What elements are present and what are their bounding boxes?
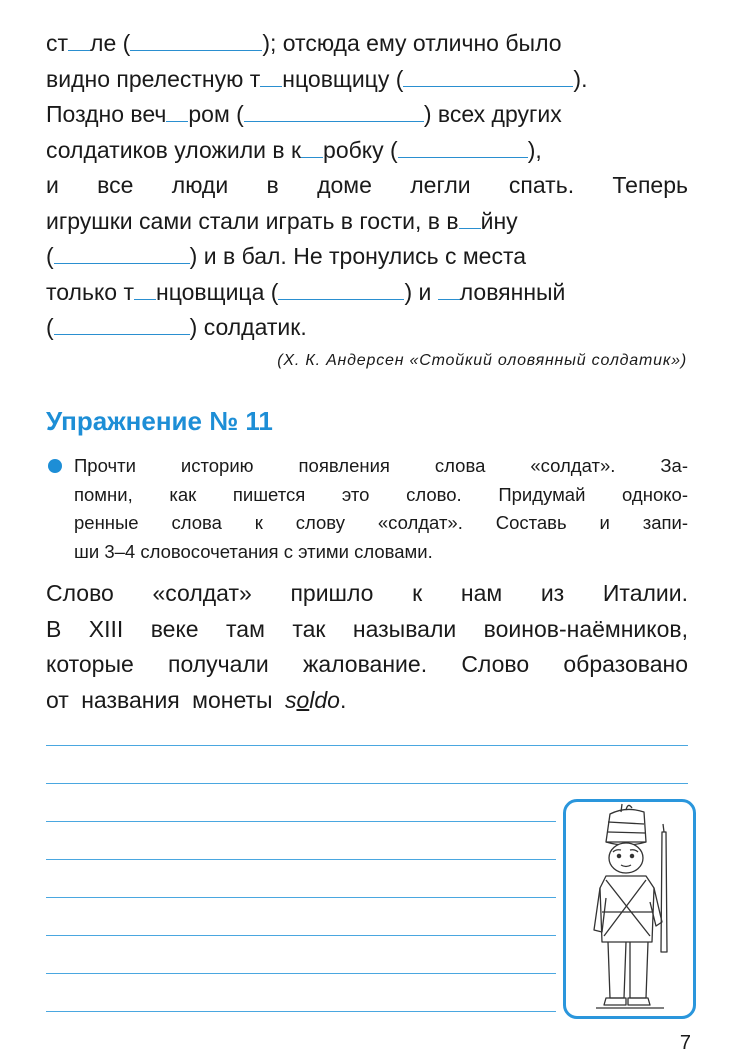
answer-blank[interactable] — [244, 99, 424, 122]
letter-gap[interactable] — [438, 279, 460, 300]
writing-line[interactable] — [46, 859, 556, 860]
passage-line-6 — [46, 204, 688, 240]
writing-line[interactable] — [46, 935, 556, 936]
toy-soldier-illustration — [566, 802, 693, 1016]
text-fragment: Поздно веч — [46, 101, 167, 127]
answer-blank[interactable] — [130, 28, 262, 51]
text-fragment: робку ( — [323, 136, 398, 163]
writing-line[interactable] — [46, 897, 556, 898]
text-fragment: и все люди в доме легли спать. Теперь — [46, 172, 688, 198]
citation: (Х. К. Андерсен «Стойкий оловянный солдатик») — [277, 352, 687, 369]
letter-gap[interactable] — [459, 208, 481, 229]
word-part-underlined: o — [296, 686, 310, 713]
text-fragment: только т — [46, 278, 135, 305]
writing-line[interactable] — [46, 821, 556, 822]
page-number: 7 — [679, 1032, 691, 1054]
text-fragment: ( — [46, 314, 54, 340]
letter-gap[interactable] — [166, 101, 188, 122]
text-fragment: ст — [46, 30, 69, 56]
text-fragment: ). — [573, 65, 588, 92]
text-fragment: ) и — [404, 278, 438, 305]
task-line: ренные слова к слову «солдат». Составь и запи- — [74, 512, 688, 533]
passage — [46, 26, 688, 346]
text-fragment: солдатиков уложили в к — [46, 136, 302, 163]
text-fragment: ловянный — [459, 278, 566, 305]
coin-word — [285, 687, 340, 713]
passage-line-9 — [46, 310, 688, 346]
word-part: s — [284, 686, 297, 713]
text-fragment: нцовщица ( — [156, 278, 279, 305]
writing-line[interactable] — [46, 783, 688, 784]
writing-line[interactable] — [46, 745, 688, 746]
writing-line[interactable] — [46, 973, 556, 974]
task-line: помни, как пишется это слово. Придумай одноко- — [74, 483, 688, 505]
text-fragment: ); отсюда ему отлично было — [262, 30, 562, 56]
story-line: Слово «солдат» пришло к нам из Италии. — [46, 580, 688, 606]
text-fragment: ) всех других — [423, 101, 562, 127]
letter-gap[interactable] — [68, 30, 90, 51]
text-fragment: ), — [527, 136, 542, 163]
passage-line-2 — [46, 62, 688, 98]
passage-line-5 — [46, 168, 688, 204]
period: . — [339, 686, 347, 713]
answer-blank[interactable] — [403, 64, 573, 87]
text-fragment: ) солдатик. — [189, 314, 307, 340]
passage-line-4 — [46, 133, 688, 169]
letter-gap[interactable] — [134, 279, 156, 300]
task-line: Прочти историю появления слова «солдат». За- — [74, 455, 688, 476]
story-text: от названия монеты — [46, 686, 273, 713]
text-fragment: ) и в бал. Не тронулись с места — [189, 243, 527, 269]
answer-blank[interactable] — [54, 241, 190, 264]
task-line: ши 3–4 словосочетания с этими словами. — [74, 540, 433, 562]
story-line-last — [46, 683, 688, 719]
answer-blank[interactable] — [54, 312, 190, 335]
answer-blank[interactable] — [278, 277, 404, 300]
story-line: В XIII веке там так называли воинов-наёмников, — [46, 615, 688, 642]
letter-gap[interactable] — [301, 137, 323, 158]
text-fragment: ( — [46, 243, 54, 269]
word-part: do — [314, 686, 340, 713]
soldier-illustration-frame — [563, 799, 696, 1019]
word-part: l — [309, 686, 315, 713]
text-fragment: нцовщицу ( — [282, 65, 404, 92]
text-fragment: ле ( — [90, 30, 131, 56]
passage-line-8 — [46, 275, 688, 311]
task-instructions — [74, 452, 688, 566]
text-fragment: видно прелестную т — [46, 65, 261, 92]
bullet-icon — [48, 459, 62, 473]
passage-line-1 — [46, 26, 688, 62]
word-origin-story — [46, 576, 688, 718]
exercise-title: Упражнение № 11 — [46, 406, 273, 436]
passage-line-3 — [46, 97, 688, 133]
writing-line[interactable] — [46, 1011, 556, 1012]
story-line: которые получали жалование. Слово образовано — [46, 651, 688, 677]
passage-line-7 — [46, 239, 688, 275]
text-fragment: йну — [480, 207, 518, 234]
answer-blank[interactable] — [398, 135, 528, 158]
text-fragment: игрушки сами стали играть в гости, в в — [46, 207, 459, 234]
letter-gap[interactable] — [260, 66, 282, 87]
text-fragment: ром ( — [188, 101, 244, 127]
